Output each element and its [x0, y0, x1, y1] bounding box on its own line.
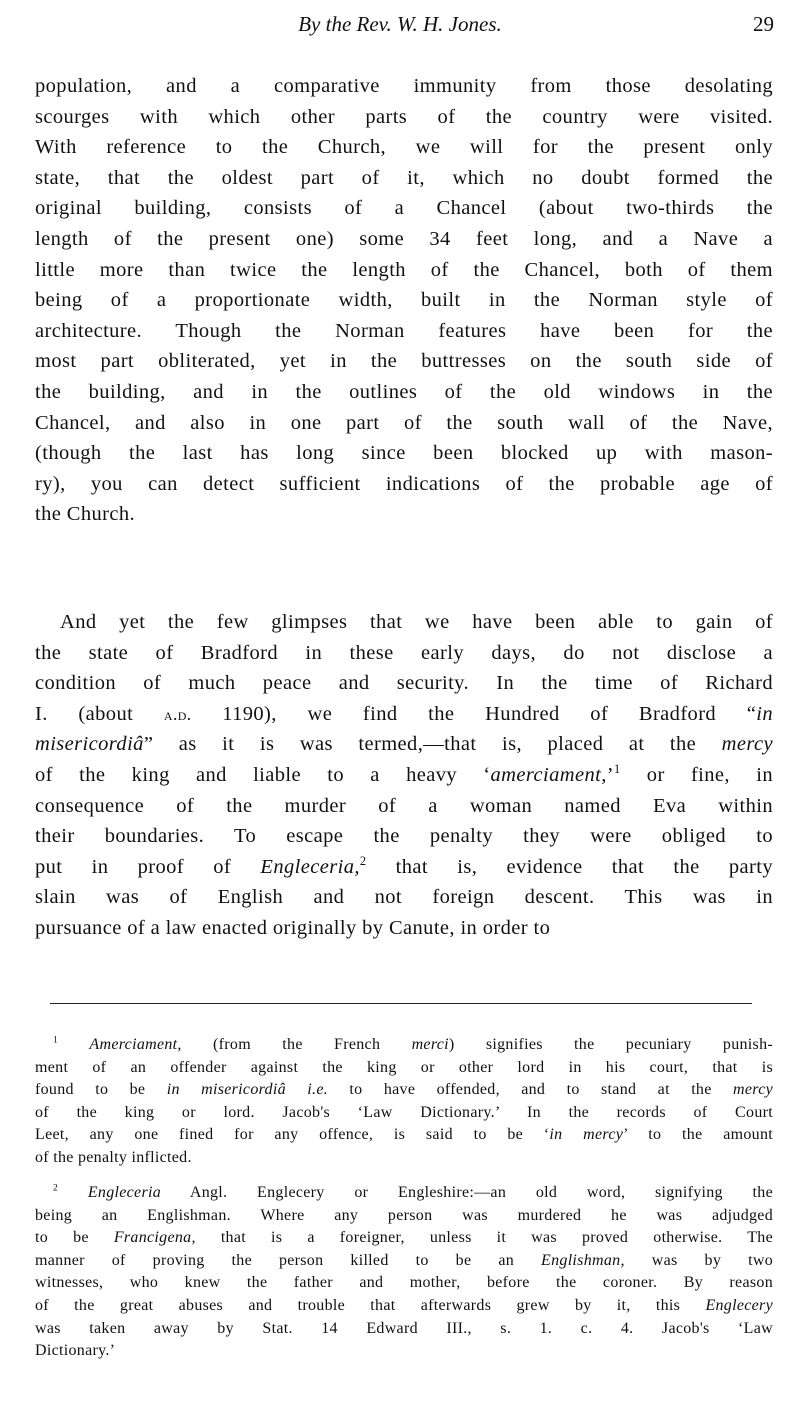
text-line [35, 1182, 773, 1205]
text-run: Dictionary.’ [35, 1342, 116, 1360]
text-line [35, 255, 773, 286]
text-line [35, 760, 773, 791]
text-run: mercy [733, 1081, 774, 1099]
text-run: Amerciament, [89, 1036, 182, 1053]
text-run: put in proof of [35, 855, 261, 878]
text-line [35, 285, 773, 316]
text-line [35, 1205, 773, 1228]
text-run: original building, consists of a Chancel (about two-thirds the [35, 197, 773, 220]
text-run: ’ to the amount [623, 1126, 773, 1144]
text-run: (though the last has long since been blocked up with mason- [35, 442, 773, 465]
text-run: Engleceria, [260, 855, 360, 878]
text-run: scourges with which other parts of the country were visited. [35, 105, 773, 128]
text-run: being an Englishman. Where any person was murdered he was adjudged [35, 1206, 773, 1224]
text-run: condition of much peace and security. In the time of Richard [35, 672, 773, 695]
text-run: Angl. Englecery or Engleshire:—an old word, signifying the [161, 1184, 773, 1201]
text-run: misericordiâ [35, 733, 144, 756]
text-run: the Church. [35, 503, 136, 526]
text-run: Leet, any one fined for any offence, is said to be ‘ [35, 1126, 550, 1144]
text-run: ment of an offender against the king or other lord in his court, that is [35, 1058, 773, 1076]
text-line [35, 607, 773, 638]
text-line [35, 852, 773, 883]
text-run: a.d. [163, 703, 192, 724]
footnote-marker: 1 [53, 1034, 59, 1046]
text-run [58, 1036, 89, 1053]
text-run: of the great abuses and trouble that afterwards grew by it, this [35, 1296, 706, 1314]
footnote-divider [50, 1003, 752, 1004]
footnote-marker: 1 [613, 762, 621, 777]
text-run: in [756, 702, 773, 725]
text-run: to have offended, and to stand at the [328, 1081, 734, 1099]
text-line [35, 1124, 773, 1147]
text-line [35, 1079, 773, 1102]
text-line [35, 821, 773, 852]
page-number: 29 [753, 12, 774, 36]
text-run: of the penalty inflicted. [35, 1148, 192, 1166]
text-line [35, 193, 773, 224]
text-run: most part obliterated, yet in the buttresses on the south side of [35, 350, 773, 373]
text-line [35, 668, 773, 699]
text-line [35, 438, 773, 469]
text-run: 1190), we find the Hundred of Bradford “ [191, 702, 757, 725]
text-line [35, 913, 773, 944]
text-line [35, 699, 773, 730]
text-line [35, 1295, 773, 1318]
text-run: amerciament, [490, 763, 607, 786]
text-run: witnesses, who knew the father and mother, before the coroner. By reason [35, 1274, 773, 1292]
text-run: Englishman, [541, 1251, 625, 1269]
text-run: in misericordiâ i.e. [166, 1081, 329, 1099]
text-run: And yet the few glimpses that we have been able to gain of [60, 611, 773, 633]
text-line [35, 499, 773, 530]
text-line [35, 1250, 773, 1273]
text-run: ” as it is was termed,—that is, placed at the [143, 733, 722, 756]
text-line [35, 638, 773, 669]
text-run: architecture. Though the Norman features have been for the [35, 319, 773, 342]
text-run: that is, evidence that the party [366, 855, 773, 878]
text-run: ) signifies the pecuniary punish- [448, 1036, 773, 1053]
text-run: (from the French [181, 1036, 412, 1053]
text-run: pursuance of a law enacted originally by Canute, in order to [35, 916, 551, 939]
paragraph-1 [35, 71, 773, 530]
text-run: little more than twice the length of the Chancel, both of them [35, 258, 773, 281]
text-line [35, 408, 773, 439]
text-run: ry), you can detect sufficient indications of the probable age of [35, 472, 773, 495]
text-run: the state of Bradford in these early days, do not disclose a [35, 641, 773, 664]
text-line [35, 132, 773, 163]
text-run: Chancel, and also in one part of the south wall of the Nave, [35, 411, 773, 434]
text-run: or fine, in [620, 763, 773, 786]
text-run: being of a proportionate width, built in the Norman style of [35, 289, 773, 312]
text-run: consequence of the murder of a woman named Eva within [35, 794, 773, 817]
text-run: was taken away by Stat. 14 Edward III., s. 1. c. 4. Jacob's ‘Law [35, 1319, 773, 1337]
text-line [35, 163, 773, 194]
text-line [35, 377, 773, 408]
text-run: slain was of English and not foreign descent. This was in [35, 886, 773, 909]
text-line [35, 1272, 773, 1295]
footnote-1 [35, 1034, 773, 1170]
text-line [35, 71, 773, 102]
text-run [58, 1184, 88, 1201]
text-line [35, 1340, 773, 1363]
text-line [35, 729, 773, 760]
text-line [35, 1147, 773, 1170]
text-line [35, 1102, 773, 1125]
text-run: the building, and in the outlines of the old windows in the [35, 380, 773, 403]
text-line [35, 102, 773, 133]
text-run: merci [411, 1036, 449, 1053]
text-run: Engleceria [87, 1184, 162, 1201]
text-line [35, 224, 773, 255]
text-run: I. (about [35, 702, 164, 725]
text-run: was by two [624, 1251, 773, 1269]
text-run: Francigena, [113, 1229, 196, 1247]
text-line [35, 1318, 773, 1341]
text-line [35, 346, 773, 377]
text-run: mercy [721, 733, 773, 756]
text-run: to be [35, 1229, 114, 1247]
text-line [35, 1227, 773, 1250]
text-run: of the king or lord. Jacob's ‘Law Dictionary.’ In the records of Court [35, 1103, 773, 1121]
text-run: ’ [606, 763, 614, 786]
paragraph-2 [35, 607, 773, 944]
text-run: With reference to the Church, we will for the present only [35, 136, 773, 159]
footnote-marker: 2 [53, 1182, 59, 1194]
text-run: Englecery [705, 1296, 773, 1314]
text-run: of the king and liable to a heavy ‘ [35, 763, 491, 786]
text-run: in mercy [549, 1126, 624, 1144]
footnote-marker: 2 [359, 853, 367, 868]
text-run: population, and a comparative immunity from those desolating [35, 75, 773, 97]
running-title: By the Rev. W. H. Jones. [298, 12, 502, 36]
text-run: that is a foreigner, unless it was proved otherwise. The [195, 1229, 773, 1247]
text-line [35, 469, 773, 500]
text-line [35, 882, 773, 913]
text-line [35, 316, 773, 347]
text-line [35, 1034, 773, 1057]
footnote-2 [35, 1182, 773, 1363]
running-header [0, 12, 800, 42]
text-run: length of the present one) some 34 feet long, and a Nave a [35, 227, 773, 250]
text-run: manner of proving the person killed to be an [35, 1251, 542, 1269]
text-line [35, 791, 773, 822]
text-run: found to be [35, 1081, 167, 1099]
text-line [35, 1057, 773, 1080]
text-run: state, that the oldest part of it, which no doubt formed the [35, 166, 773, 189]
text-run: their boundaries. To escape the penalty they were obliged to [35, 825, 773, 848]
